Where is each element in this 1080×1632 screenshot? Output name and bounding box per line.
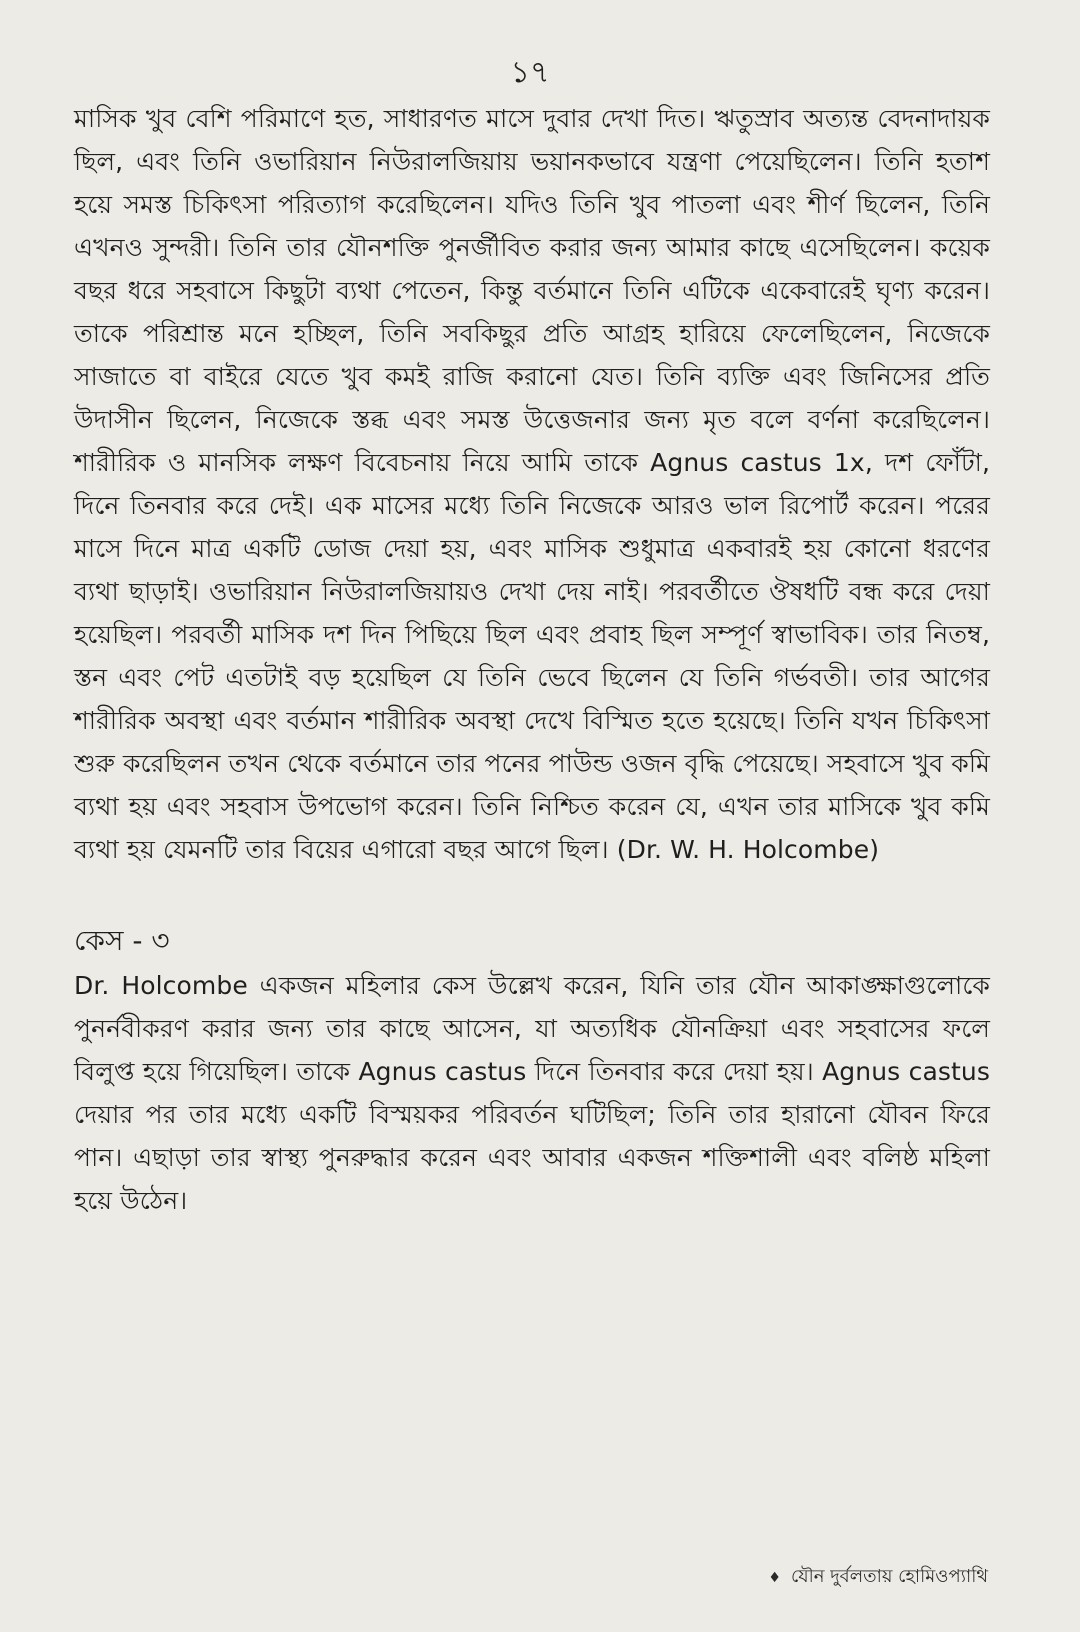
case-3-paragraph: Dr. Holcombe একজন মহিলার কেস উল্লেখ করেন, যিনি তার যৌন আকাঙ্ক্ষাগুলোকে পুনর্নবীকরণ করার জন্য তার কাছে আসেন, যা অত্যধিক যৌনক্রিয়া এবং সহবাসের ফলে বিলুপ্ত হয়ে গিয়েছিল। তাকে Agnus castus দিনে তিনবার করে দেয়া হয়। Agnus castus দেয়ার পর তার মধ্যে একটি বিস্ময়কর পরিবর্তন ঘটিছিল; তিনি তার হারানো যৌবন ফিরে পান। এছাড়া তার স্বাস্থ্য পুনরুদ্ধার করেন এবং আবার একজন শক্তিশালী এবং বলিষ্ঠ মহিলা হয়ে উঠেন। — [74, 971, 990, 1215]
page-number: ১৭ — [510, 55, 550, 90]
running-footer — [768, 1565, 988, 1590]
diamond-bullet-icon: ♦ — [768, 1570, 781, 1586]
page-content — [74, 97, 990, 1222]
book-title: যৌন দুর্বলতায় হোমিওপ্যাথি — [790, 1566, 988, 1587]
case-2-continued-paragraph: মাসিক খুব বেশি পরিমাণে হত, সাধারণত মাসে দুবার দেখা দিত। ঋতুস্রাব অত্যন্ত বেদনাদায়ক ছিল, এবং তিনি ওভারিয়ান নিউরালজিয়ায় ভয়ানকভাবে যন্ত্রণা পেয়েছিলেন। তিনি হতাশ হয়ে সমস্ত চিকিৎসা পরিত্যাগ করেছিলেন। যদিও তিনি খুব পাতলা এবং শীর্ণ ছিলেন, তিনি এখনও সুন্দরী। তিনি তার যৌনশক্তি পুনর্জীবিত করার জন্য আমার কাছে এসেছিলেন। কয়েক বছর ধরে সহবাসে কিছুটা ব্যথা পেতেন, কিন্তু বর্তমানে তিনি এটিকে একেবারেই ঘৃণ্য করেন। তাকে পরিশ্রান্ত মনে হচ্ছিল, তিনি সবকিছুর প্রতি আগ্রহ হারিয়ে ফেলেছিলেন, নিজেকে সাজাতে বা বাইরে যেতে খুব কমই রাজি করানো যেত। তিনি ব্যক্তি এবং জিনিসের প্রতি উদাসীন ছিলেন, নিজেকে স্তব্ধ এবং সমস্ত উত্তেজনার জন্য মৃত বলে বর্ণনা করেছিলেন। শারীরিক ও মানসিক লক্ষণ বিবেচনায় নিয়ে আমি তাকে Agnus castus 1x, দশ ফোঁটা, দিনে তিনবার করে দেই। এক মাসের মধ্যে তিনি নিজেকে আরও ভাল রিপোর্ট করেন। পরের মাসে দিনে মাত্র একটি ডোজ দেয়া হয়, এবং মাসিক শুধুমাত্র একবারই হয় কোনো ধরণের ব্যথা ছাড়াই। ওভারিয়ান নিউরালজিয়ায়ও দেখা দেয় নাই। পরবর্তীতে ঔষধটি বন্ধ করে দেয়া হয়েছিল। পরবর্তী মাসিক দশ দিন পিছিয়ে ছিল এবং প্রবাহ ছিল সম্পূর্ণ স্বাভাবিক। তার নিতম্ব, স্তন এবং পেট এতটাই বড় হয়েছিল যে তিনি ভেবে ছিলেন যে তিনি গর্ভবতী। তার আগের শারীরিক অবস্থা এবং বর্তমান শারীরিক অবস্থা দেখে বিস্মিত হতে হয়েছে। তিনি যখন চিকিৎসা শুরু করেছিলন তখন থেকে বর্তমানে তার পনের পাউন্ড ওজন বৃদ্ধি পেয়েছে। সহবাসে খুব কমি ব্যথা হয় এবং সহবাস উপভোগ করেন। তিনি নিশ্চিত করেন যে, এখন তার মাসিকে খুব কমি ব্যথা হয় যেমনটি তার বিয়ের এগারো বছর আগে ছিল। (Dr. W. H. Holcombe) — [74, 104, 991, 864]
case-3-heading: কেস - ৩ — [74, 924, 170, 957]
